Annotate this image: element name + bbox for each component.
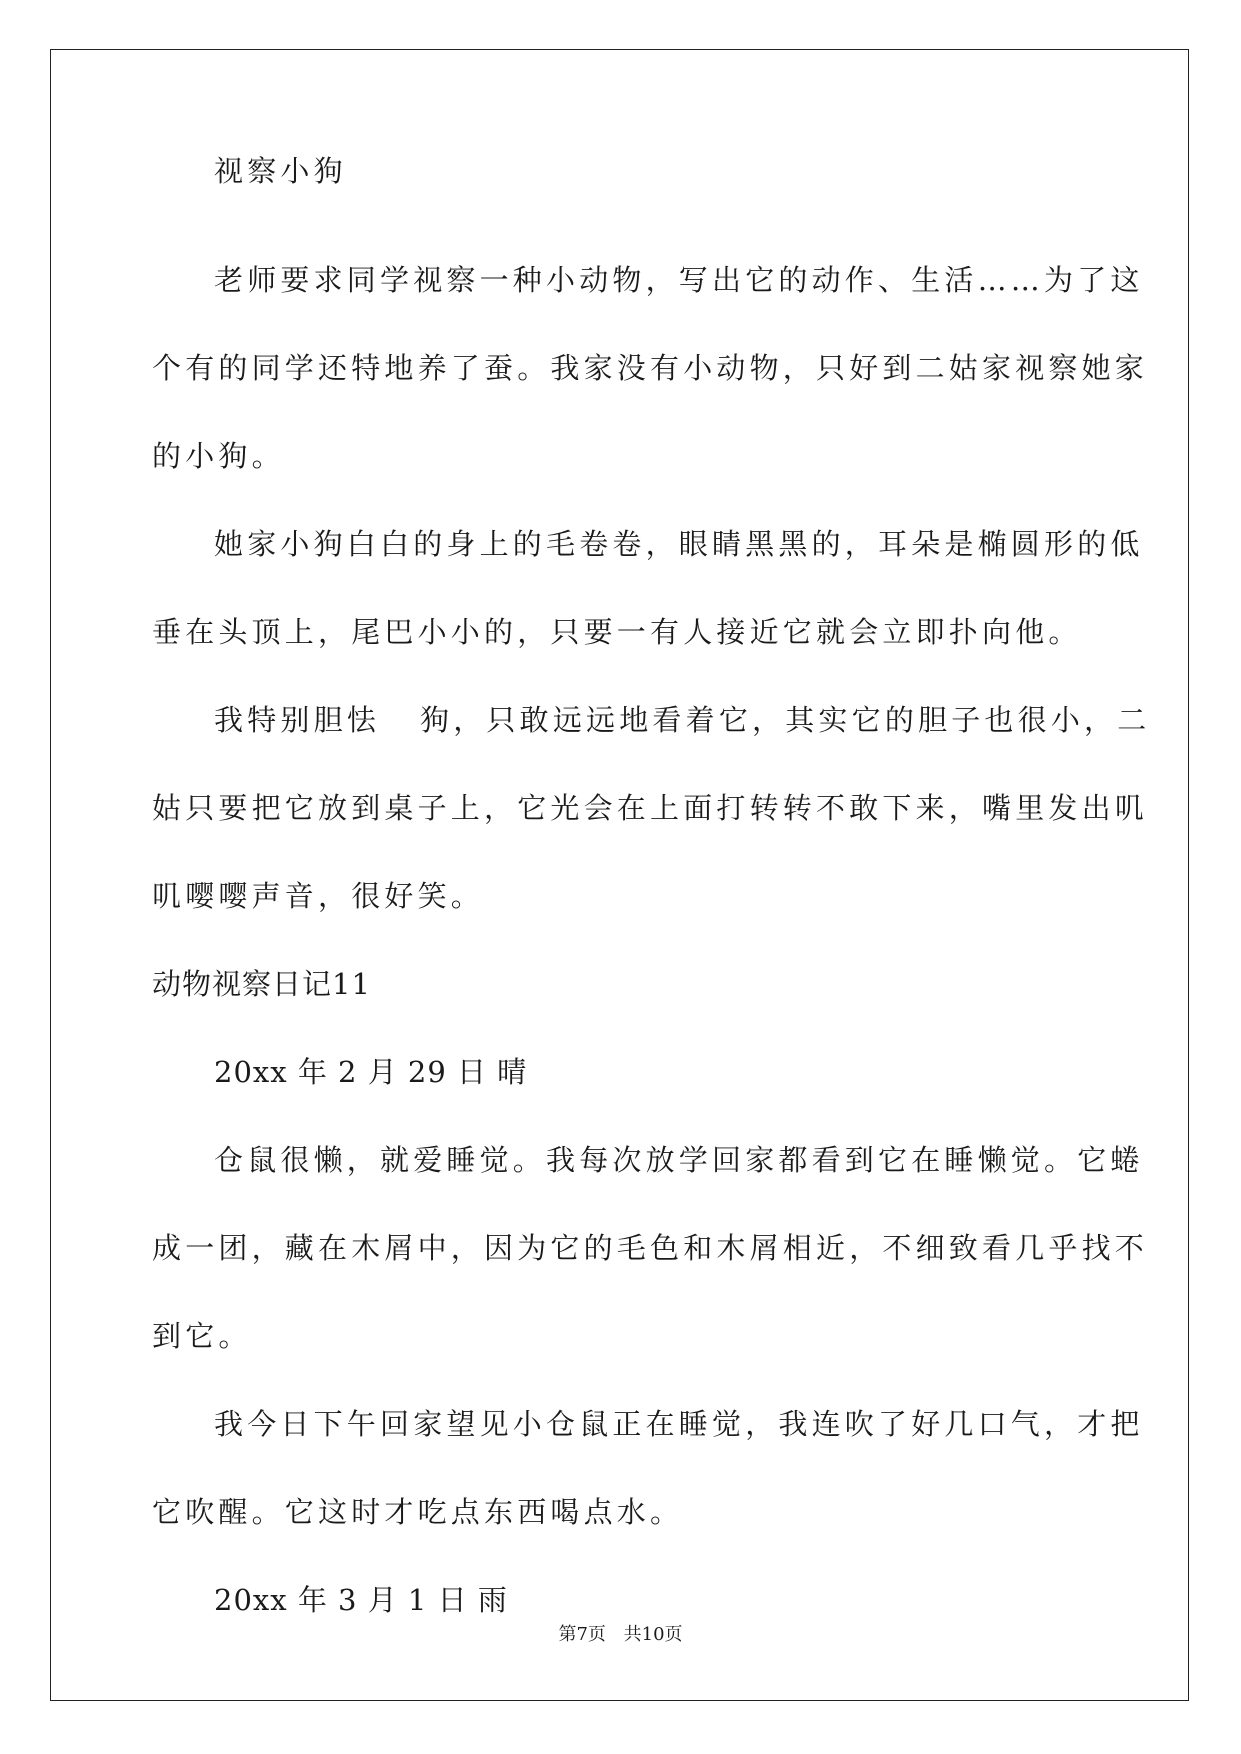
paragraph-line-part: 我特别胆怯 (214, 703, 381, 737)
paragraph-line: 的小狗。 (152, 439, 285, 473)
paragraph (152, 236, 1149, 500)
paragraph (152, 1116, 1149, 1380)
paragraph (152, 500, 1144, 676)
paragraph-line: 垂在头顶上，尾巴小小的，只要一有人接近它就会立即扑向他。 (152, 615, 1082, 649)
paragraph-line (152, 676, 1151, 764)
paragraph-line: 它吹醒。它这时才吃点东西喝点水。 (152, 1495, 684, 1529)
diary-date: 20xx 年 2 月 29 日 晴 (214, 1055, 528, 1089)
paragraph-line: 她家小狗白白的身上的毛卷卷，眼睛黑黑的，耳朵是椭圆形的低 (214, 527, 1144, 561)
paragraph-line: 老师要求同学视察一种小动物，写出它的动作、生活……为了这 (214, 263, 1144, 297)
paragraph-line: 姑只要把它放到桌子上，它光会在上面打转转不敢下来，嘴里发出叽 (152, 791, 1149, 825)
paragraph-line: 成一团，藏在木屑中，因为它的毛色和木屑相近，不细致看几乎找不 (152, 1231, 1149, 1265)
section-heading: 动物视察日记11 (152, 967, 371, 1001)
paragraph-line: 我今日下午回家望见小仓鼠正在睡觉，我连吹了好几口气，才把 (214, 1407, 1144, 1441)
page-footer (0, 1620, 1241, 1646)
paragraph-line: 到它。 (152, 1319, 252, 1353)
section-title: 视察小狗 (214, 154, 347, 188)
paragraph-line-part: 狗，只敢远远地看着它，其实它的胆子也很小，二 (420, 703, 1151, 737)
diary-date: 20xx 年 3 月 1 日 雨 (214, 1583, 508, 1617)
paragraph-line: 叽嘤嘤声音，很好笑。 (152, 879, 485, 913)
document-body (152, 154, 1151, 1644)
paragraph (152, 1380, 1144, 1556)
paragraph (152, 676, 1151, 940)
paragraph-line: 个有的同学还特地养了蚕。我家没有小动物，只好到二姑家视察她家 (152, 351, 1149, 385)
paragraph-line: 仓鼠很懒，就爱睡觉。我每次放学回家都看到它在睡懒觉。它蜷 (214, 1143, 1144, 1177)
page-total: 共10页 (623, 1624, 683, 1645)
page-number: 第7页 (558, 1624, 606, 1645)
